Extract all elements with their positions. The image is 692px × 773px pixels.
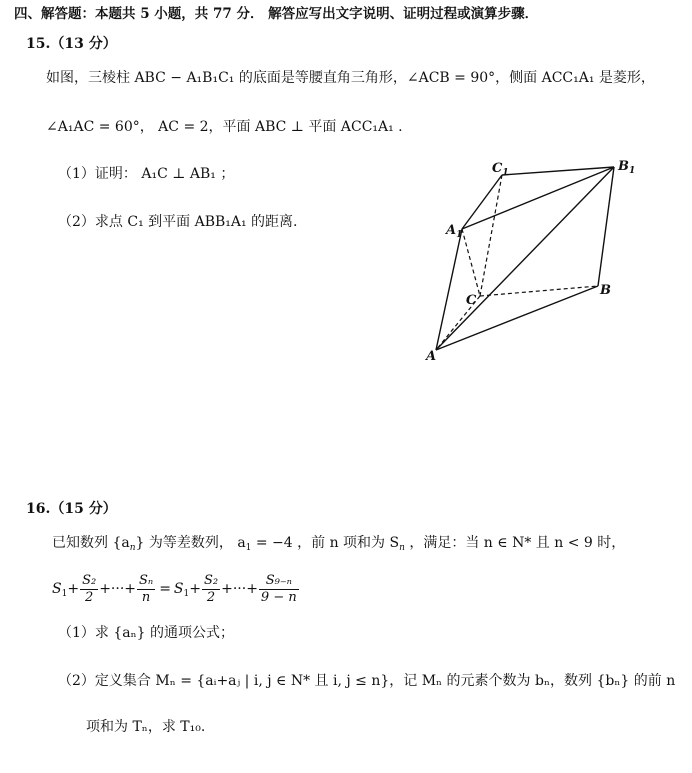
q15-part2: （2）求点 C₁ 到平面 ABB₁A₁ 的距离.: [58, 214, 298, 230]
eq-dots-2: +···+: [221, 581, 258, 597]
q16-stem-mid3: ，满足：当 n ∈ N* 且 n < 9 时，: [404, 535, 626, 551]
frac-s2-over-2: $\frac{\text{S₂}}{2}$: [82, 572, 97, 605]
label-B1: $B_1$: [618, 159, 636, 176]
edge-A1A: [436, 229, 462, 350]
eq-plus-1: +: [67, 581, 80, 597]
q16-part1: （1）求 {aₙ} 的通项公式；: [58, 625, 235, 641]
prism-hidden-edges: [436, 175, 598, 350]
q16-stem-pre: 已知数列 {a: [52, 535, 130, 551]
q15-part1: （1）证明： A₁C ⊥ AB₁ ；: [58, 166, 235, 182]
q15-number: 15.（13 分）: [26, 36, 117, 52]
diagonal-AB1: [436, 167, 614, 350]
q16-number: 16.（15 分）: [26, 501, 117, 517]
eq-plus-2: +: [189, 581, 201, 597]
q16-stem-mid1: } 为等差数列， a: [135, 535, 246, 551]
prism-figure: [418, 155, 658, 370]
q16-part2-cont: 项和为 Tₙ，求 T₁₀.: [86, 719, 206, 735]
frac-s2-over-2-rhs: $\frac{\text{S₂}}{2}$: [203, 572, 219, 605]
edge-B1B: [598, 167, 614, 286]
frac-s9n-over-9n: $\frac{\text{S₉₋ₙ}}{9 - n}$: [260, 572, 297, 605]
edge-AB: [436, 286, 598, 350]
label-A: A: [426, 349, 437, 364]
label-C: C: [466, 293, 477, 308]
eq-s1: S: [52, 581, 62, 597]
q16-part2: （2）定义集合 Mₙ = {aᵢ+aⱼ | i, j ∈ N* 且 i, j ≤ n}，记 Mₙ 的元素个数为 bₙ，数列 {bₙ} 的前 n: [58, 673, 676, 689]
section-header: 四、解答题：本题共 5 小题，共 77 分． 解答应写出文字说明、证明过程或演算步骤．: [14, 6, 539, 22]
q15-stem-line2: ∠A₁AC = 60°， AC = 2，平面 ABC ⊥ 平面 ACC₁A₁ .: [46, 119, 403, 135]
frac-sn-over-n: $\frac{\text{Sₙ}}{n}$: [139, 572, 154, 605]
q16-stem-mid2: = −4 ，前 n 项和为 S: [251, 535, 400, 551]
eq-dots-1: +···+: [99, 581, 136, 597]
edge-C1C: [480, 175, 502, 296]
prism-solid-edges: [436, 167, 614, 350]
q16-equation: $S_1+$ $\frac{\text{S₂}}{2}$ +···+ $\frac{\text{Sₙ}}{n}$ = $S_1+$ $\frac{\text{S₂}}{2}$ +···+ $\frac{\text{S₉₋ₙ}}{9 - n}$: [52, 572, 297, 605]
label-C1: $C_1$: [492, 161, 509, 178]
q15-stem-line1: 如图，三棱柱 ABC − A₁B₁C₁ 的底面是等腰直角三角形，∠ACB = 90°，侧面 ACC₁A₁ 是菱形，: [46, 70, 655, 86]
label-A1: $A_1$: [446, 223, 463, 240]
eq-s1-rhs: S: [173, 581, 184, 597]
label-B: B: [600, 283, 611, 298]
eq-equals: =: [159, 581, 171, 597]
q16-stem: 已知数列 $\{a_n\}$ 为等差数列， $a_1 = -4$ ，前 n 项和为 $S_n$ ，满足：当 n ∈ N* 且 n < 9 时，: [52, 535, 626, 553]
diagonal-A1C: [462, 229, 480, 296]
